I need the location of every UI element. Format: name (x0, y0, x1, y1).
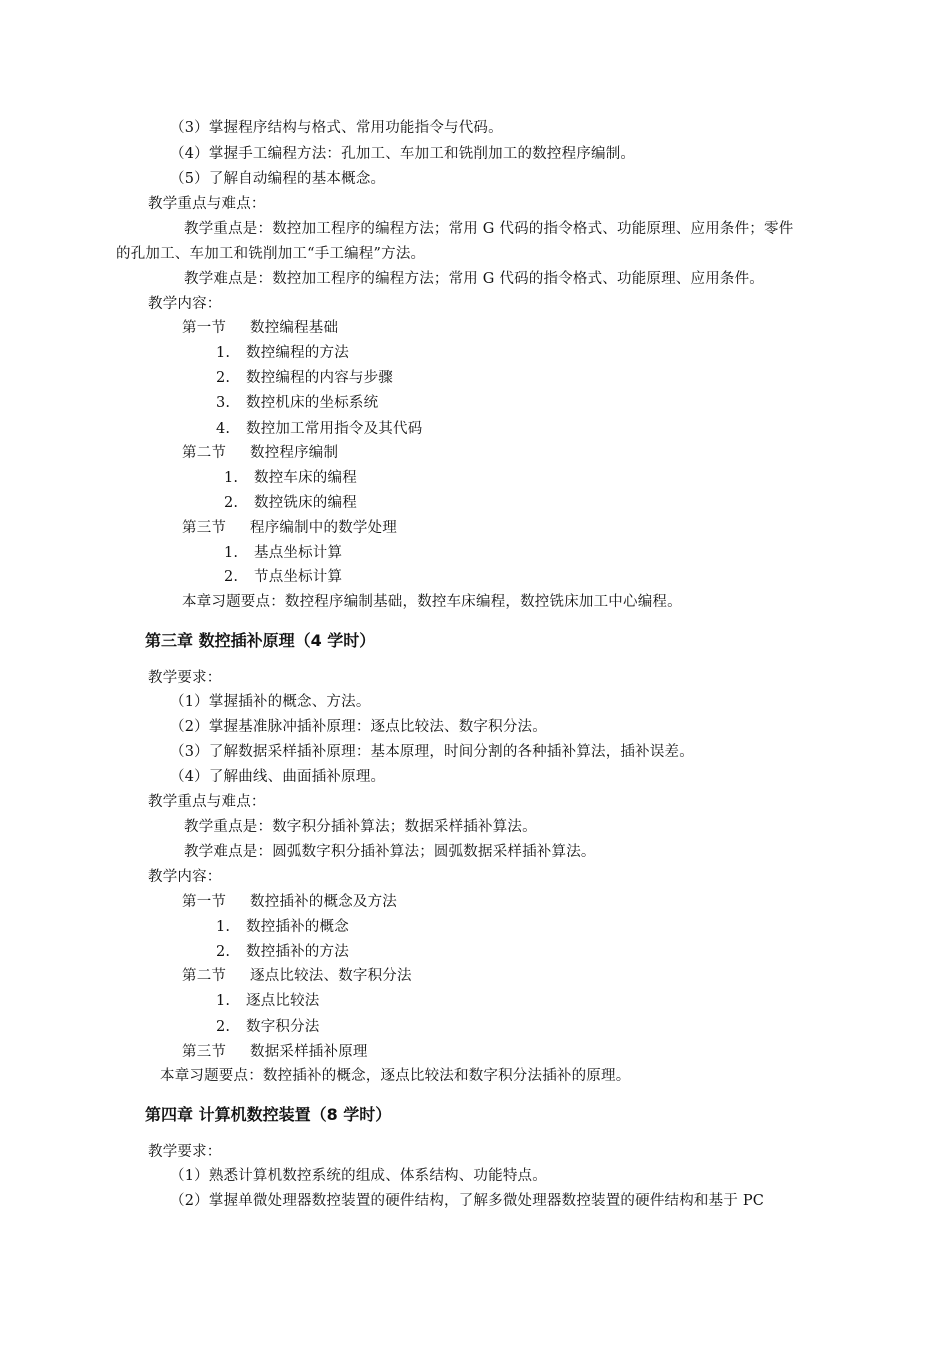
list-item (224, 567, 342, 587)
section-heading (182, 1042, 368, 1062)
item-text: 节点坐标计算 (254, 569, 343, 585)
item-number: 1. (216, 345, 231, 361)
section-number: 第三节 (182, 520, 227, 536)
focus-key-line-1: 教学重点是：数控加工程序的编程方法；常用 G 代码的指令格式、功能原理、应用条件；零件 (184, 221, 794, 237)
list-item (216, 942, 349, 962)
requirement-title: 教学要求： (148, 670, 222, 686)
item-number: 1. (224, 470, 239, 486)
requirement-4: （4）掌握手工编程方法：孔加工、车加工和铣削加工的数控程序编制。 (170, 146, 636, 162)
requirement-2: （2）掌握单微处理器数控装置的硬件结构，了解多微处理器数控装置的硬件结构和基于 PC (170, 1193, 765, 1209)
item-number: 2. (216, 1019, 231, 1035)
section-heading (182, 443, 338, 463)
item-text: 数控编程的内容与步骤 (246, 370, 393, 386)
focus-difficulty: 教学难点是：圆弧数字积分插补算法；圆弧数据采样插补算法。 (184, 844, 596, 860)
item-number: 2. (216, 944, 231, 960)
chapter-heading: 第三章 数控插补原理（4 学时） (145, 631, 376, 650)
item-number: 2. (224, 569, 239, 585)
list-item (216, 419, 422, 439)
item-number: 1. (216, 919, 231, 935)
item-text: 数字积分法 (246, 1019, 320, 1035)
requirement-title: 教学要求： (148, 1144, 222, 1160)
requirement-2: （2）掌握基准脉冲插补原理：逐点比较法、数字积分法。 (170, 719, 547, 735)
item-text: 数控加工常用指令及其代码 (246, 421, 423, 437)
exercise-summary: 本章习题要点：数控插补的概念，逐点比较法和数字积分法插补的原理。 (160, 1068, 631, 1084)
exercise-summary: 本章习题要点：数控程序编制基础，数控车床编程，数控铣床加工中心编程。 (182, 594, 682, 610)
item-text: 数控铣床的编程 (254, 495, 357, 511)
item-number: 4. (216, 421, 231, 437)
item-number: 1. (216, 993, 231, 1009)
list-item (224, 543, 342, 563)
section-heading (182, 966, 412, 986)
section-number: 第一节 (182, 320, 227, 336)
section-heading (182, 518, 397, 538)
section-title: 逐点比较法、数字积分法 (250, 968, 412, 984)
requirement-3: （3）了解数据采样插补原理：基本原理，时间分割的各种插补算法，插补误差。 (170, 744, 694, 760)
item-text: 数控车床的编程 (254, 470, 357, 486)
section-title: 数控编程基础 (250, 320, 339, 336)
requirement-3: （3）掌握程序结构与格式、常用功能指令与代码。 (170, 120, 503, 136)
item-text: 数控插补的方法 (246, 944, 349, 960)
requirement-5: （5）了解自动编程的基本概念。 (170, 171, 386, 187)
item-text: 数控机床的坐标系统 (246, 395, 379, 411)
list-item (216, 393, 378, 413)
chapter-heading: 第四章 计算机数控装置（8 学时） (145, 1105, 392, 1124)
list-item (216, 368, 393, 388)
section-title: 程序编制中的数学处理 (250, 520, 397, 536)
section-title: 数控插补的概念及方法 (250, 894, 397, 910)
requirement-1: （1）掌握插补的概念、方法。 (170, 694, 371, 710)
focus-key-line-2: 的孔加工、车加工和铣削加工“手工编程”方法。 (116, 246, 426, 262)
section-number: 第二节 (182, 968, 227, 984)
section-number: 第二节 (182, 445, 227, 461)
list-item (224, 468, 357, 488)
item-number: 2. (224, 495, 239, 511)
focus-difficulty: 教学难点是：数控加工程序的编程方法；常用 G 代码的指令格式、功能原理、应用条件。 (184, 271, 764, 287)
item-text: 逐点比较法 (246, 993, 320, 1009)
section-heading (182, 892, 397, 912)
section-title: 数控程序编制 (250, 445, 339, 461)
content-title: 教学内容： (148, 869, 222, 885)
list-item (216, 343, 349, 363)
list-item (224, 493, 357, 513)
focus-title: 教学重点与难点： (148, 196, 266, 212)
focus-title: 教学重点与难点： (148, 794, 266, 810)
list-item (216, 991, 320, 1011)
item-text: 数控插补的概念 (246, 919, 349, 935)
section-number: 第三节 (182, 1044, 227, 1060)
section-heading (182, 318, 338, 338)
item-text: 基点坐标计算 (254, 545, 343, 561)
item-number: 1. (224, 545, 239, 561)
section-number: 第一节 (182, 894, 227, 910)
item-number: 2. (216, 370, 231, 386)
item-number: 3. (216, 395, 231, 411)
focus-key: 教学重点是：数字积分插补算法；数据采样插补算法。 (184, 819, 537, 835)
section-title: 数据采样插补原理 (250, 1044, 368, 1060)
requirement-4: （4）了解曲线、曲面插补原理。 (170, 769, 386, 785)
list-item (216, 917, 349, 937)
item-text: 数控编程的方法 (246, 345, 349, 361)
list-item (216, 1017, 320, 1037)
content-title: 教学内容： (148, 296, 222, 312)
requirement-1: （1）熟悉计算机数控系统的组成、体系结构、功能特点。 (170, 1168, 547, 1184)
